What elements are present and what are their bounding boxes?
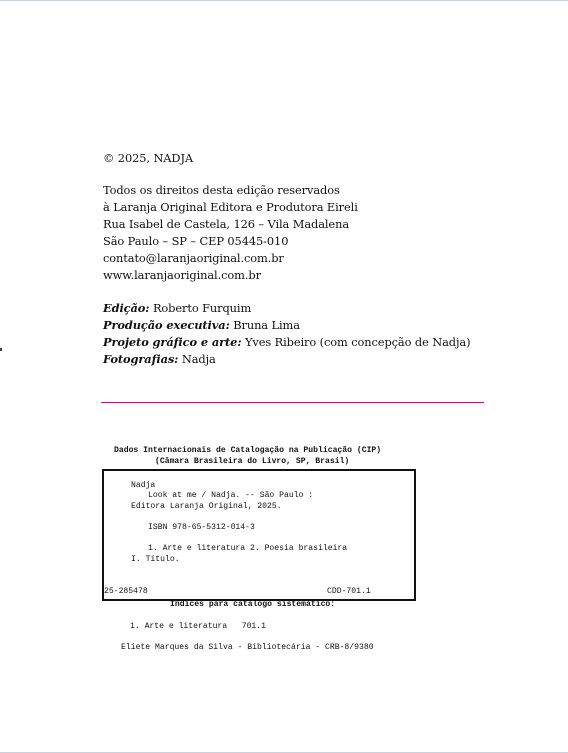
credit-value: Bruna Lima bbox=[233, 318, 300, 332]
divider-rule bbox=[101, 402, 484, 403]
cip-index-heading: Índices para catálogo sistemático: bbox=[170, 600, 336, 609]
cip-cdd: CDD-701.1 bbox=[327, 587, 371, 596]
cip-librarian: Eliete Marques da Silva - Bibliotecária - CRB-8/9380 bbox=[121, 643, 374, 652]
publisher-city: São Paulo – SP – CEP 05445-010 bbox=[103, 234, 289, 248]
cip-title-entry: I. Título. bbox=[131, 555, 180, 564]
cip-index-entry: 1. Arte e literatura 701.1 bbox=[130, 622, 266, 631]
cip-subheading: (Câmara Brasileira do Livro, SP, Brasil) bbox=[155, 457, 350, 466]
copyright-line: © 2025, NADJA bbox=[103, 151, 194, 165]
cip-control-number: 25-285478 bbox=[104, 587, 148, 596]
credit-value: Roberto Furquim bbox=[152, 301, 252, 315]
cip-heading: Dados Internacionais de Catalogação na Publicação (CIP) bbox=[114, 446, 382, 455]
credit-fotografias bbox=[103, 351, 216, 368]
publisher-address: Rua Isabel de Castela, 126 – Vila Madalena bbox=[103, 217, 350, 231]
publisher-website: www.laranjaoriginal.com.br bbox=[103, 268, 261, 282]
cip-author: Nadja bbox=[131, 481, 156, 490]
credit-producao bbox=[103, 317, 300, 334]
credit-projeto-grafico bbox=[103, 334, 470, 351]
page-top-border bbox=[0, 0, 568, 1]
credit-value: Nadja bbox=[181, 352, 216, 366]
credit-label: Projeto gráfico e arte: bbox=[103, 335, 242, 349]
cip-publisher: Editora Laranja Original, 2025. bbox=[131, 502, 282, 511]
credit-edicao bbox=[103, 300, 251, 317]
credit-label: Produção executiva: bbox=[103, 318, 230, 332]
margin-mark bbox=[0, 348, 2, 351]
publisher-email: contato@laranjaoriginal.com.br bbox=[103, 251, 284, 265]
cip-isbn: ISBN 978-65-5312-014-3 bbox=[148, 523, 255, 532]
credit-label: Fotografias: bbox=[103, 352, 179, 366]
credit-value: Yves Ribeiro (com concepção de Nadja) bbox=[244, 335, 471, 349]
credit-label: Edição: bbox=[103, 301, 150, 315]
rights-line: Todos os direitos desta edição reservados bbox=[103, 183, 340, 197]
cip-subjects: 1. Arte e literatura 2. Poesia brasileira bbox=[148, 544, 348, 553]
cip-title: Look at me / Nadja. -- São Paulo : bbox=[148, 491, 314, 500]
publisher-name: à Laranja Original Editora e Produtora Eireli bbox=[103, 200, 358, 214]
